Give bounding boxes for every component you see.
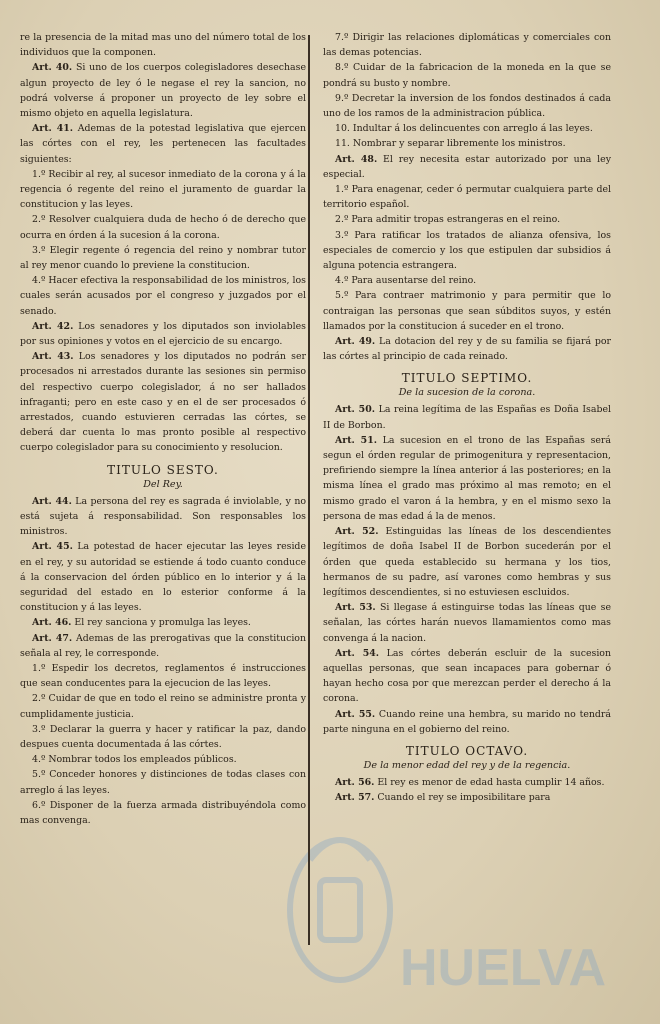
article-number: Art. 44. bbox=[32, 495, 72, 507]
left-column bbox=[20, 30, 306, 828]
right-column bbox=[323, 30, 611, 805]
article-paragraph bbox=[323, 433, 611, 524]
text-paragraph bbox=[20, 752, 306, 767]
text-paragraph bbox=[20, 167, 306, 213]
text-paragraph bbox=[20, 661, 306, 691]
paragraph-text: El rey es menor de edad hasta cumplir 14 años. bbox=[377, 776, 605, 788]
paragraph-text: Los senadores y los diputados no podrán ser procesados ni arrestados durante las sesiones sin permiso del respectivo cuerpo colegislador, á no ser hallados infraganti; pero en este caso y en el de ser procesados ó arrestados, cuando estuvieren cerradas las córtes, se deberá dar cuenta lo mas pronto posible al respectivo cuerpo colegislador para su conocimiento y resolucion. bbox=[20, 351, 306, 454]
paragraph-text: Los senadores y los diputados son inviolables por sus opiniones y votos en el ejercicio de su encargo. bbox=[20, 320, 306, 348]
text-paragraph bbox=[323, 228, 611, 274]
article-paragraph bbox=[323, 707, 611, 737]
paragraph-text: Estinguidas las líneas de los descendientes legítimos de doña Isabel II de Borbon sucederán por el órden que queda establecido su hermana y los tios, hermanos de su padre, así varones como hembras y sus legítimos descendientes, si no estuviesen escluidos. bbox=[323, 526, 612, 598]
article-paragraph bbox=[323, 334, 611, 364]
article-paragraph bbox=[20, 349, 306, 455]
paragraph-text: La dotacion del rey y de su familia se fijará por las córtes al principio de cada reinado. bbox=[323, 336, 611, 363]
text-paragraph bbox=[20, 273, 306, 319]
article-number: Art. 43. bbox=[32, 351, 74, 363]
article-paragraph bbox=[20, 539, 306, 615]
paragraph-text: re la presencia de la mitad mas uno del número total de los individuos que la componen. bbox=[20, 32, 306, 59]
text-paragraph bbox=[20, 243, 306, 273]
paragraph-text: 4.º Hacer efectiva la responsabilidad de los ministros, los cuales serán acusados por el congreso y juzgados por el senado. bbox=[20, 275, 306, 317]
section-title: TITULO OCTAVO. bbox=[405, 743, 529, 758]
article-number: Art. 50. bbox=[335, 404, 375, 416]
paragraph-text: La persona del rey es sagrada é inviolable, y no está sujeta á responsabilidad. Son responsables los ministros. bbox=[20, 495, 306, 538]
text-paragraph bbox=[323, 182, 611, 212]
paragraph-text: El rey sanciona y promulga las leyes. bbox=[74, 617, 251, 629]
article-number: Art. 55. bbox=[335, 708, 376, 720]
paragraph-text: 11. Nombrar y separar libremente los ministros. bbox=[335, 138, 566, 150]
paragraph-text: 10. Indultar á los delincuentes con arreglo á las leyes. bbox=[335, 123, 593, 135]
watermark-text: HUELVA bbox=[400, 939, 607, 997]
section-subtitle: Del Rey. bbox=[143, 478, 183, 490]
text-paragraph bbox=[20, 212, 306, 242]
paragraph-text: 5.º Para contraer matrimonio y para permitir que lo contraigan las personas que sean súbditos suyos, y estén llamados por la constitucion á suceder en el trono. bbox=[323, 290, 611, 332]
text-paragraph bbox=[323, 91, 611, 121]
article-paragraph bbox=[323, 646, 611, 707]
column-divider bbox=[308, 35, 310, 945]
section-subtitle: De la menor edad del rey y de la regencia. bbox=[363, 759, 571, 771]
article-number: Art. 52. bbox=[335, 526, 379, 538]
section-title: TITULO SESTO. bbox=[107, 462, 219, 477]
paragraph-text: 8.º Cuidar de la fabricacion de la moneda en la que se pondrá su busto y nombre. bbox=[323, 62, 611, 89]
article-number: Art. 46. bbox=[32, 617, 72, 629]
paragraph-text: La sucesion en el trono de las Españas será segun el órden regular de primogenitura y representacion, prefiriendo siempre la línea anterior á las posteriores; en la misma línea el grado mas próximo al mas remoto; en el mismo grado el varon á la hembra, y en el mismo sexo la persona de mas edad á la de menos. bbox=[323, 434, 611, 522]
paragraph-text: 7.º Dirigir las relaciones diplomáticas y comerciales con las demas potencias. bbox=[323, 32, 611, 59]
text-paragraph bbox=[20, 722, 306, 752]
paragraph-text: Cuando reine una hembra, su marido no tendrá parte ninguna en el gobierno del reino. bbox=[323, 708, 611, 735]
text-paragraph bbox=[20, 30, 306, 60]
paragraph-text: 2.º Cuidar de que en todo el reino se administre pronta y cumplidamente justicia. bbox=[20, 693, 306, 720]
section-title: TITULO SEPTIMO. bbox=[401, 371, 533, 386]
paragraph-text: Si uno de los cuerpos colegisladores desechase algun proyecto de ley ó le negase el rey la sancion, no podrá volverse á proponer un proyecto de ley sobre el mismo objeto en aquella legislatura. bbox=[20, 62, 306, 120]
article-paragraph bbox=[323, 790, 611, 805]
paragraph-text: 6.º Disponer de la fuerza armada distribuyéndola como mas convenga. bbox=[20, 799, 306, 826]
article-paragraph bbox=[323, 524, 611, 600]
text-paragraph bbox=[20, 767, 306, 797]
article-number: Art. 54. bbox=[335, 647, 380, 659]
huelva-watermark-icon bbox=[250, 800, 610, 1024]
article-paragraph bbox=[20, 615, 306, 630]
paragraph-text: 4.º Nombrar todos los empleados públicos. bbox=[32, 754, 237, 766]
text-paragraph bbox=[323, 136, 611, 151]
article-paragraph bbox=[20, 60, 306, 121]
paragraph-text: 5.º Conceder honores y distinciones de todas clases con arreglo á las leyes. bbox=[20, 769, 306, 796]
paragraph-text: La reina legítima de las Españas es Doña Isabel II de Borbon. bbox=[323, 404, 611, 431]
paragraph-text: 3.º Declarar la guerra y hacer y ratificar la paz, dando despues cuenta documentada á las córtes. bbox=[20, 723, 306, 750]
paragraph-text: 1.º Para enagenar, ceder ó permutar cualquiera parte del territorio español. bbox=[323, 184, 611, 211]
article-number: Art. 45. bbox=[32, 541, 73, 553]
text-paragraph bbox=[20, 798, 306, 828]
article-paragraph bbox=[20, 121, 306, 167]
paragraph-text: 3.º Para ratificar los tratados de alianza ofensiva, los especiales de comercio y los que estipulen dar subsidios á alguna potencia estrangera. bbox=[323, 229, 611, 272]
text-paragraph bbox=[20, 691, 306, 721]
article-paragraph bbox=[323, 775, 611, 790]
article-paragraph bbox=[20, 631, 306, 661]
article-number: Art. 48. bbox=[335, 153, 378, 165]
paragraph-text: 2.º Resolver cualquiera duda de hecho ó de derecho que ocurra en órden á la sucesion á la corona. bbox=[20, 214, 306, 241]
paragraph-text: 4.º Para ausentarse del reino. bbox=[335, 275, 477, 287]
text-paragraph bbox=[323, 121, 611, 136]
article-paragraph bbox=[323, 152, 611, 182]
text-paragraph bbox=[323, 288, 611, 334]
article-paragraph bbox=[323, 402, 611, 432]
article-paragraph bbox=[20, 319, 306, 349]
article-number: Art. 42. bbox=[32, 320, 74, 332]
text-paragraph bbox=[323, 30, 611, 60]
paragraph-text: 3.º Elegir regente ó regencia del reino y nombrar tutor al rey menor cuando lo previene la constitucion. bbox=[20, 244, 306, 272]
paragraph-text: 2.º Para admitir tropas estrangeras en el reino. bbox=[335, 214, 561, 226]
article-number: Art. 53. bbox=[335, 602, 376, 614]
paragraph-text: Las córtes deberán escluir de la sucesion aquellas personas, que sean incapaces para gobernar ó hayan hecho cosa por que merezcan perder el derecho á la corona. bbox=[323, 647, 611, 705]
paragraph-text: Ademas de la potestad legislativa que ejercen las córtes con el rey, les pertenecen las facultades siguientes: bbox=[20, 123, 306, 165]
article-number: Art. 49. bbox=[335, 336, 376, 348]
article-number: Art. 47. bbox=[32, 632, 73, 644]
article-paragraph bbox=[323, 600, 611, 646]
paragraph-text: El rey necesita estar autorizado por una ley especial. bbox=[323, 153, 611, 180]
article-number: Art. 41. bbox=[32, 123, 74, 135]
paragraph-text: 1.º Recibir al rey, al sucesor inmediato de la corona y á la regencia ó regente del reino el juramento de guardar la constitucion y las leyes. bbox=[20, 168, 307, 211]
paragraph-text: Ademas de las prerogativas que la constitucion señala al rey, le corresponde. bbox=[20, 632, 306, 659]
article-number: Art. 51. bbox=[335, 434, 377, 446]
text-paragraph bbox=[323, 60, 611, 90]
article-paragraph bbox=[20, 494, 306, 540]
section-subtitle: De la sucesion de la corona. bbox=[398, 387, 536, 399]
paragraph-text: La potestad de hacer ejecutar las leyes reside en el rey, y su autoridad se estiende á todo cuanto conduce á la conservacion del órden público en lo interior y á la seguridad del estado en lo esterior conforme á la constitucion y á las leyes. bbox=[20, 541, 306, 614]
paragraph-text: Cuando el rey se imposibilitare para bbox=[377, 792, 551, 804]
paragraph-text: 1.º Espedir los decretos, reglamentos é instrucciones que sean conducentes para la ejecucion de las leyes. bbox=[20, 662, 306, 690]
article-number: Art. 40. bbox=[32, 62, 73, 74]
paragraph-text: 9.º Decretar la inversion de los fondos destinados á cada uno de los ramos de la administracion pública. bbox=[323, 92, 611, 120]
text-paragraph bbox=[323, 212, 611, 227]
text-paragraph bbox=[323, 273, 611, 288]
article-number: Art. 57. bbox=[335, 792, 375, 804]
article-number: Art. 56. bbox=[335, 776, 375, 788]
paragraph-text: Si llegase á estinguirse todas las líneas que se señalan, las córtes harán nuevos llamamientos como mas convenga á la nacion. bbox=[323, 602, 612, 644]
